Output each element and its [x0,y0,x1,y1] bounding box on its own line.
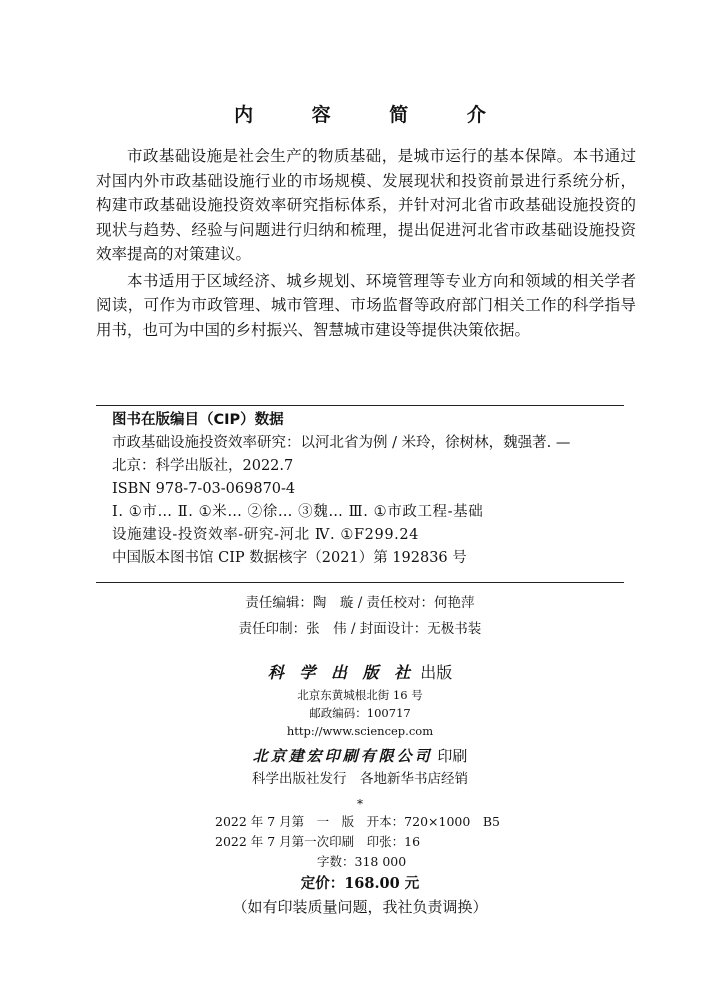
publisher-suffix: 出版 [420,663,453,682]
publication-info [0,660,720,812]
cip-bottom-divider [96,582,624,583]
cip-classification-line-2: 设施建设-投资效率-研究-河北 Ⅳ. ①F299.24 [112,527,420,543]
cip-heading: 图书在版编目（CIP）数据 [112,412,284,428]
publisher-address: 北京东黄城根北街 16 号 [297,688,423,702]
summary-body [96,144,636,344]
quality-note: （如有印装质量问题，我社负责调换） [232,898,488,916]
printer-line [0,744,720,768]
editor-credits: 责任编辑：陶 璇 / 责任校对：何艳萍 [245,595,475,611]
cip-title-line: 市政基础设施投资效率研究：以河北省为例 / 米玲，徐树林，魏强著. — [112,435,571,451]
printer-name: 北京建宏印刷有限公司 [252,747,433,765]
word-count: 字数：318 000 [317,854,407,869]
cip-classification-line-1: Ⅰ. ①市… Ⅱ. ①米… ②徐… ③魏… Ⅲ. ①市政工程-基础 [112,504,484,520]
summary-paragraph: 本书适用于区域经济、城乡规划、环境管理等专业方向和领域的相关学者阅读，可作为市政管理、城市管理、市场监督等政府部门相关工作的科学指导用书，也可为中国的乡村振兴、智慧城市建设等提供决策依据。 [96,271,636,339]
publisher-name: 科 学 出 版 社 [267,663,416,682]
credits [0,590,720,642]
publisher-postcode: 邮政编码：100717 [309,706,411,720]
cip-publisher-line: 北京：科学出版社，2022.7 [112,458,294,474]
publisher-url: http://www.sciencep.com [286,724,434,738]
publisher-line [0,660,720,686]
cip-top-divider [96,405,624,406]
cip-isbn: ISBN 978-7-03-069870-4 [112,481,296,497]
cip-record-number: 中国版本图书馆 CIP 数据核字（2021）第 192836 号 [112,550,467,566]
design-credits: 责任印制：张 伟 / 封面设计：无极书装 [238,621,482,637]
summary-title: 内 容 简 介 [234,104,512,126]
printer-suffix: 印刷 [437,747,468,765]
cip-block [112,409,622,570]
distribution-line: 科学出版社发行 各地新华书店经销 [252,771,468,787]
printing-line: 2022 年 7 月第一次印刷 印张：16 [215,834,421,849]
summary-paragraph: 市政基础设施是社会生产的物质基础，是城市运行的基本保障。本书通过对国内外市政基础设施行业的市场规模、发展现状和投资前景进行系统分析，构建市政基础设施投资效率研究指标体系，并针对河北省市政基础设施投资的现状与趋势、经验与问题进行归纳和梳理，提出促进河北省市政基础设施投资效率提高的对策建议。 [96,147,636,263]
separator-star: * [357,797,363,811]
edition-line: 2022 年 7 月第 一 版 开本：720×1000 B5 [215,814,500,829]
print-specs [215,812,535,872]
price: 定价：168.00 元 [300,875,420,892]
